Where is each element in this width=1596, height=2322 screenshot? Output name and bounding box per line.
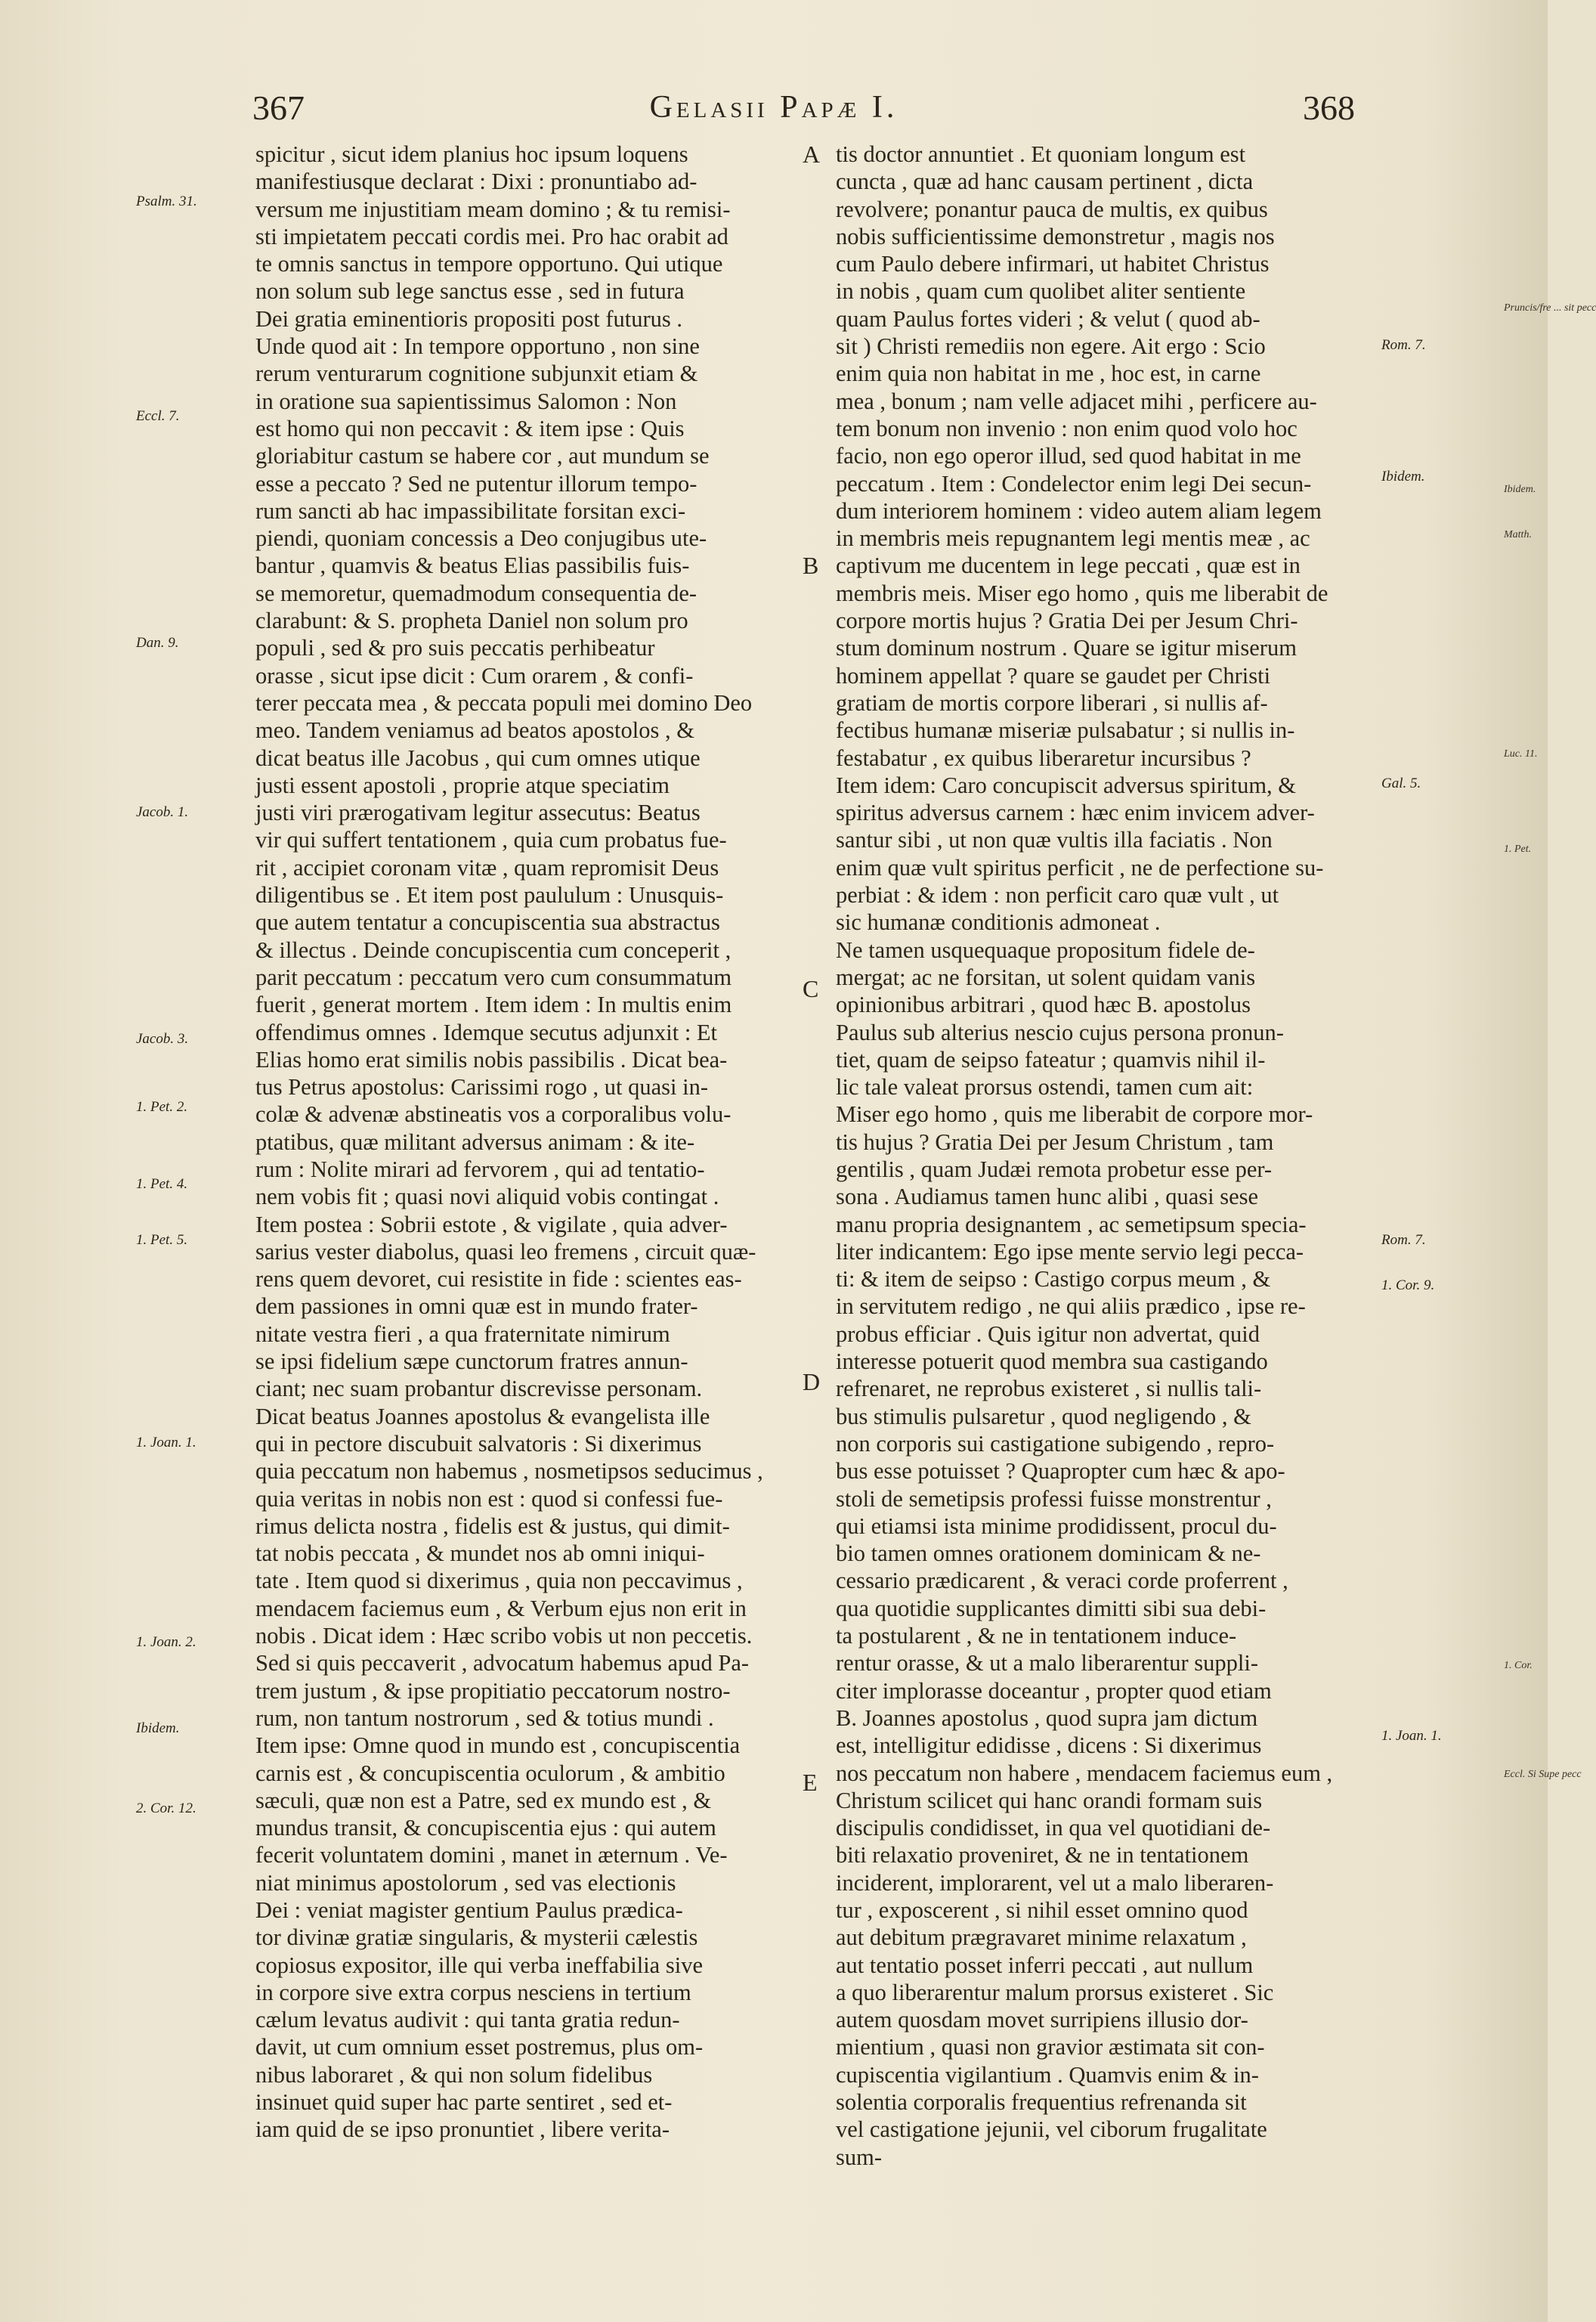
text-line: quia veritas in nobis non est : quod si confessi fue- — [255, 1485, 723, 1512]
text-line: cuncta , quæ ad hanc causam pertinent , dicta — [836, 169, 1254, 195]
text-line: sona . Audiamus tamen hunc alibi , quasi sese — [836, 1184, 1259, 1210]
text-line: mundus transit, & concupiscentia ejus : qui autem — [255, 1815, 716, 1841]
text-line: bus esse potuisset ? Quapropter cum hæc & apo- — [836, 1458, 1285, 1485]
margin-citation: Ibidem. — [136, 1720, 180, 1736]
margin-citation: Rom. 7. — [1381, 1232, 1426, 1248]
text-line: interesse potuerit quod membra sua castigando — [836, 1348, 1268, 1375]
text-line: offendimus omnes . Idemque secutus adjunxit : Et — [255, 1019, 718, 1045]
section-letter: C — [803, 975, 819, 1002]
edge-fragment: Ibidem. — [1504, 484, 1536, 495]
margin-citation: Rom. 7. — [1381, 337, 1426, 353]
text-line: mergat; ac ne forsitan, ut solent quidam vanis — [836, 964, 1256, 990]
text-line: tus Petrus apostolus: Carissimi rogo , ut quasi in- — [255, 1074, 708, 1101]
text-line: in oratione sua sapientissimus Salomon : Non — [255, 388, 677, 414]
text-line: facio, non ego operor illud, sed quod habitat in me — [836, 443, 1301, 469]
section-letter: B — [803, 552, 819, 579]
text-line: mea , bonum ; nam velle adjacet mihi , perficere au- — [836, 388, 1317, 414]
section-letter: D — [803, 1368, 821, 1395]
edge-fragment: 1. Cor. — [1504, 1660, 1533, 1671]
margin-citation: 1. Pet. 2. — [136, 1099, 188, 1115]
text-line: inciderent, implorarent, vel ut a malo liberaren- — [836, 1869, 1274, 1896]
text-line: rens quem devoret, cui resistite in fide : scientes eas- — [255, 1266, 742, 1293]
text-line: sæculi, quæ non est a Patre, sed ex mundo est , & — [255, 1787, 712, 1813]
text-line: cælum levatus audivit : qui tanta gratia redun- — [255, 2007, 680, 2033]
text-line: cessario prædicarent , & veraci corde proferrent , — [836, 1568, 1288, 1594]
text-line: sic humanæ conditionis admoneat . — [836, 909, 1161, 936]
section-letter: A — [803, 141, 821, 168]
text-line: quia peccatum non habemus , nosmetipsos seducimus , — [255, 1458, 763, 1485]
text-line: gentilis , quam Judæi remota probetur esse per- — [836, 1156, 1273, 1182]
text-line: quam Paulus fortes videri ; & velut ( quod ab- — [836, 305, 1260, 332]
margin-citation: Jacob. 3. — [136, 1031, 189, 1047]
edge-fragment: Matth. — [1504, 529, 1532, 540]
text-line: nos peccatum non habere , mendacem faciemus eum , — [836, 1760, 1333, 1786]
text-line: stum dominum nostrum . Quare se igitur miserum — [836, 635, 1297, 661]
left-page-number: 367 — [252, 88, 305, 127]
margin-citation: 1. Joan. 2. — [136, 1634, 196, 1650]
text-line: hominem appellat ? quare se gaudet per Christi — [836, 662, 1271, 689]
text-line: ciant; nec suam probantur discrevisse personam. — [255, 1376, 703, 1402]
edge-fragment: Eccl. Si Supe pecc — [1504, 1769, 1582, 1780]
text-line: que autem tentatur a concupiscentia sua abstractus — [255, 909, 720, 936]
text-line: manu propria designantem , ac semetipsum specia- — [836, 1211, 1307, 1237]
text-line: clarabunt: & S. propheta Daniel non solum pro — [255, 608, 688, 634]
text-line: bantur , quamvis & beatus Elias passibilis fuis- — [255, 553, 690, 579]
text-line: justi viri prærogativam legitur assecutus: Beatus — [255, 800, 701, 826]
text-line: nitate vestra fieri , a qua fraternitate nimirum — [255, 1320, 670, 1347]
margin-citation: Dan. 9. — [136, 635, 179, 651]
text-line: nobis sufficientissime demonstretur , magis nos — [836, 223, 1275, 249]
text-line: Miser ego homo , quis me liberabit de corpore mor- — [836, 1101, 1313, 1128]
text-line: est homo qui non peccavit : & item ipse : Quis — [255, 415, 685, 441]
text-line: spiritus adversus carnem : hæc enim invicem adver- — [836, 800, 1315, 826]
text-line: parit peccatum : peccatum vero cum consummatum — [255, 964, 732, 990]
text-line: Dei : veniat magister gentium Paulus prædica- — [255, 1897, 683, 1923]
text-line: terer peccata mea , & peccata populi mei domino Deo — [255, 689, 753, 716]
text-line: qui in pectore discubuit salvatoris : Si dixerimus — [255, 1430, 702, 1457]
text-line: non solum sub lege sanctus esse , sed in futura — [255, 278, 685, 305]
text-line: revolvere; ponantur pauca de multis, ex quibus — [836, 196, 1268, 222]
text-line: davit, ut cum omnium esset postremus, plus om- — [255, 2034, 704, 2060]
text-line: aut debitum prægravaret minime relaxatum , — [836, 1924, 1247, 1951]
text-line: fecerit voluntatem domini , manet in æternum . Ve- — [255, 1842, 728, 1868]
text-line: Unde quod ait : In tempore opportuno , non sine — [255, 333, 700, 360]
text-line: captivum me ducentem in lege peccati , quæ est in — [836, 553, 1301, 579]
text-line: mendacem faciemus eum , & Verbum ejus non erit in — [255, 1595, 747, 1621]
text-line: piendi, quoniam concessis a Deo conjugibus ute- — [255, 525, 707, 552]
text-line: tiet, quam de seipso fateatur ; quamvis nihil il- — [836, 1046, 1266, 1073]
text-line: B. Joannes apostolus , quod supra jam dictum — [836, 1704, 1258, 1731]
margin-citation: Jacob. 1. — [136, 804, 189, 820]
text-line: sarius vester diabolus, quasi leo fremens , circuit quæ- — [255, 1238, 756, 1265]
text-line: stoli de semetipsis professi fuisse monstrentur , — [836, 1485, 1272, 1512]
text-line: diligentibus se . Et item post paululum : Unusquis- — [255, 882, 724, 909]
text-line: rimus delicta nostra , fidelis est & justus, qui dimit- — [255, 1512, 730, 1539]
margin-citation: 1. Joan. 1. — [1381, 1728, 1442, 1744]
margin-citation: Ibidem. — [1381, 469, 1425, 485]
text-line: autem quosdam movet surripiens illusio dor- — [836, 2007, 1248, 2033]
text-line: tor divinæ gratiæ singularis, & mysterii cælestis — [255, 1924, 698, 1951]
text-line: justi essent apostoli , proprie atque speciatim — [255, 772, 670, 798]
text-line: Item postea : Sobrii estote , & vigilate , quia adver- — [255, 1211, 728, 1237]
text-line: non corporis sui castigatione subigendo , repro- — [836, 1430, 1275, 1457]
text-line: se ipsi fidelium sæpe cunctorum fratres annun- — [255, 1348, 688, 1375]
text-line: Paulus sub alterius nescio cujus persona pronun- — [836, 1019, 1284, 1045]
margin-citation: Gal. 5. — [1381, 776, 1421, 791]
text-line: fuerit , generat mortem . Item idem : In multis enim — [255, 992, 732, 1018]
text-line: lic tale valeat prorsus ostendi, tamen cum ait: — [836, 1074, 1254, 1101]
right-page-number: 368 — [1303, 88, 1355, 127]
text-line: in nobis , quam cum quolibet aliter sentiente — [836, 278, 1246, 305]
text-line: versum me injustitiam meam domino ; & tu remisi- — [255, 196, 731, 222]
text-line: est, intelligitur edidisse , dicens : Si dixerimus — [836, 1732, 1262, 1759]
text-line: ti: & item de seipso : Castigo corpus meum , & — [836, 1266, 1271, 1293]
text-line: & illectus . Deinde concupiscentia cum conceperit , — [255, 937, 732, 963]
text-line: dem passiones in omni quæ est in mundo frater- — [255, 1293, 698, 1320]
margin-citation: Eccl. 7. — [136, 408, 180, 424]
text-line: refrenaret, ne reprobus existeret , si nullis tali- — [836, 1376, 1262, 1402]
text-line: tis hujus ? Gratia Dei per Jesum Christum , tam — [836, 1128, 1274, 1155]
margin-citation: 1. Cor. 9. — [1381, 1277, 1435, 1293]
text-line: in corpore sive extra corpus nesciens in tertium — [255, 1979, 691, 2005]
text-line: populi , sed & pro suis peccatis perhibeatur — [255, 635, 655, 661]
text-line: biti relaxatio proveniret, & ne in tentationem — [836, 1842, 1249, 1868]
text-line: santur sibi , ut non quæ vultis illa faciatis . Non — [836, 827, 1273, 853]
text-line: spicitur , sicut idem planius hoc ipsum loquens — [255, 141, 688, 167]
text-line: Christum scilicet qui hanc orandi formam suis — [836, 1787, 1263, 1813]
text-line: in servitutem redigo , ne qui aliis prædico , ipse re- — [836, 1293, 1306, 1320]
text-line: ptatibus, quæ militant adversus animam : & ite- — [255, 1128, 695, 1155]
text-line: sit ) Christi remediis non egere. Ait ergo : Scio — [836, 333, 1266, 360]
text-line: rit , accipiet coronam vitæ , quam repromisit Deus — [255, 854, 719, 881]
text-line: liter indicantem: Ego ipse mente servio legi pecca- — [836, 1238, 1304, 1265]
text-line: perbiat : & idem : non perficit caro quæ vult , ut — [836, 882, 1279, 909]
text-line: ta postularent , & ne in tentationem induce- — [836, 1623, 1237, 1649]
text-line: nibus laboraret , & qui non solum fidelibus — [255, 2061, 653, 2088]
text-line: rum, non tantum nostrorum , sed & totius mundi . — [255, 1704, 714, 1731]
text-line: rum sancti ab hac impassibilitate forsitan exci- — [255, 497, 686, 524]
text-line: sti impietatem peccati cordis mei. Pro hac orabit ad — [255, 223, 728, 249]
text-line: enim quia non habitat in me , hoc est, in carne — [836, 361, 1261, 387]
text-line: orasse , sicut ipse dicit : Cum orarem , & confi- — [255, 662, 694, 689]
text-line: tis doctor annuntiet . Et quoniam longum est — [836, 141, 1246, 167]
text-line: tur , exposcerent , si nihil esset omnino quod — [836, 1897, 1248, 1923]
text-line: vir qui suffert tentationem , quia cum probatus fue- — [255, 827, 727, 853]
text-line: se memoretur, quemadmodum consequentia de- — [255, 580, 697, 606]
text-line: tate . Item quod si dixerimus , quia non peccavimus , — [255, 1568, 743, 1594]
text-line: peccatum . Item : Condelector enim legi Dei secun- — [836, 470, 1312, 497]
margin-citation: 1. Pet. 4. — [136, 1176, 188, 1192]
text-line: copiosus expositor, ille qui verba ineffabilia sive — [255, 1952, 703, 1978]
running-title: Gelasii Papæ I. — [649, 90, 899, 125]
text-line: tat nobis peccata , & mundet nos ab omni iniqui- — [255, 1540, 705, 1567]
text-line: cupiscentia vigilantium . Quamvis enim & in- — [836, 2061, 1259, 2088]
text-line: festabatur , ex quibus liberaretur incursibus ? — [836, 745, 1251, 771]
text-line: sum- — [836, 2144, 882, 2170]
text-line: vel castigatione jejunii, vel ciborum frugalitate — [836, 2116, 1267, 2143]
text-line: mientium , quasi non gravior æstimata sit con- — [836, 2034, 1265, 2060]
text-line: Item ipse: Omne quod in mundo est , concupiscentia — [255, 1732, 741, 1759]
text-line: insinuet quid super hac parte sentiret , sed et- — [255, 2089, 673, 2116]
edge-fragment: Pruncis/fre ... sit pecc — [1504, 302, 1596, 314]
text-line: dicat beatus ille Jacobus , qui cum omnes utique — [255, 745, 701, 771]
text-line: manifestiusque declarat : Dixi : pronuntiabo ad- — [255, 169, 697, 195]
text-line: niat minimus apostolorum , sed vas electionis — [255, 1869, 676, 1896]
text-line: opinionibus arbitrari , quod hæc B. apostolus — [836, 992, 1251, 1018]
text-line: Sed si quis peccaverit , advocatum habemus apud Pa- — [255, 1650, 750, 1676]
text-line: citer implorasse doceantur , propter quod etiam — [836, 1677, 1272, 1704]
text-line: a quo liberarentur malum prorsus existeret . Sic — [836, 1979, 1274, 2005]
section-letter: E — [803, 1769, 818, 1796]
text-line: meo. Tandem veniamus ad beatos apostolos , & — [255, 717, 694, 744]
edge-fragment: Luc. 11. — [1504, 748, 1538, 760]
text-line: probus efficiar . Quis igitur non advertat, quid — [836, 1320, 1260, 1347]
left-text-column — [255, 141, 800, 2144]
text-line: aut tentatio posset inferri peccati , aut nullum — [836, 1952, 1254, 1978]
text-line: nobis . Dicat idem : Hæc scribo vobis ut non peccetis. — [255, 1623, 753, 1649]
text-line: bus stimulis pulsaretur , quod negligendo , & — [836, 1403, 1251, 1429]
text-line: discipulis condidisset, in qua vel quotidiani de- — [836, 1815, 1271, 1841]
text-line: Elias homo erat similis nobis passibilis . Dicat bea- — [255, 1046, 728, 1073]
text-line: Ne tamen usquequaque propositum fidele de- — [836, 937, 1255, 963]
text-line: colæ & advenæ abstineatis vos a corporalibus volu- — [255, 1101, 732, 1128]
text-line: Dicat beatus Joannes apostolus & evangelista ille — [255, 1403, 710, 1429]
text-line: gloriabitur castum se habere cor , aut mundum se — [255, 443, 710, 469]
text-line: enim quæ vult spiritus perficit , ne de perfectione su- — [836, 854, 1324, 881]
text-line: rentur orasse, & ut a malo liberarentur suppli- — [836, 1650, 1258, 1676]
edge-fragment: 1. Pet. — [1504, 844, 1532, 855]
margin-citation: 1. Joan. 1. — [136, 1435, 196, 1450]
text-line: carnis est , & concupiscentia oculorum , & ambitio — [255, 1760, 725, 1786]
right-text-column — [836, 141, 1384, 2171]
text-line: solentia corporalis frequentius refrenanda sit — [836, 2089, 1247, 2116]
text-line: fectibus humanæ miseriæ pulsabatur ; si nullis in- — [836, 717, 1295, 744]
text-line: tem bonum non invenio : non enim quod volo hoc — [836, 415, 1298, 441]
text-line: iam quid de se ipso pronuntiet , libere verita- — [255, 2116, 670, 2143]
text-line: dum interiorem hominem : video autem aliam legem — [836, 497, 1322, 524]
text-line: bio tamen omnes orationem dominicam & ne- — [836, 1540, 1261, 1567]
text-line: gratiam de mortis corpore liberari , si nullis af- — [836, 689, 1268, 716]
text-line: Item idem: Caro concupiscit adversus spiritum, & — [836, 772, 1297, 798]
text-line: rum : Nolite mirari ad fervorem , qui ad tentatio- — [255, 1156, 705, 1182]
text-line: rerum venturarum cognitione subjunxit etiam & — [255, 361, 698, 387]
text-line: qua quotidie supplicantes dimitti sibi sua debi- — [836, 1595, 1267, 1621]
text-line: corpore mortis hujus ? Gratia Dei per Jesum Chri- — [836, 608, 1298, 634]
text-line: membris meis. Miser ego homo , quis me liberabit de — [836, 580, 1328, 606]
margin-citation: 1. Pet. 5. — [136, 1232, 188, 1248]
margin-citation: Psalm. 31. — [136, 194, 197, 209]
text-line: nem vobis fit ; quasi novi aliquid vobis contingat . — [255, 1184, 719, 1210]
text-line: in membris meis repugnantem legi mentis meæ , ac — [836, 525, 1310, 552]
text-line: trem justum , & ipse propitiatio peccatorum nostro- — [255, 1677, 731, 1704]
text-line: qui etiamsi ista minime prodidissent, procul du- — [836, 1512, 1277, 1539]
text-line: cum Paulo debere infirmari, ut habitet Christus — [836, 251, 1270, 277]
margin-citation: 2. Cor. 12. — [136, 1800, 196, 1816]
text-line: Dei gratia eminentioris propositi post futurus . — [255, 305, 683, 332]
text-line: esse a peccato ? Sed ne putentur illorum tempo- — [255, 470, 697, 497]
text-line: te omnis sanctus in tempore opportuno. Qui utique — [255, 251, 723, 277]
page-header — [0, 83, 1548, 136]
